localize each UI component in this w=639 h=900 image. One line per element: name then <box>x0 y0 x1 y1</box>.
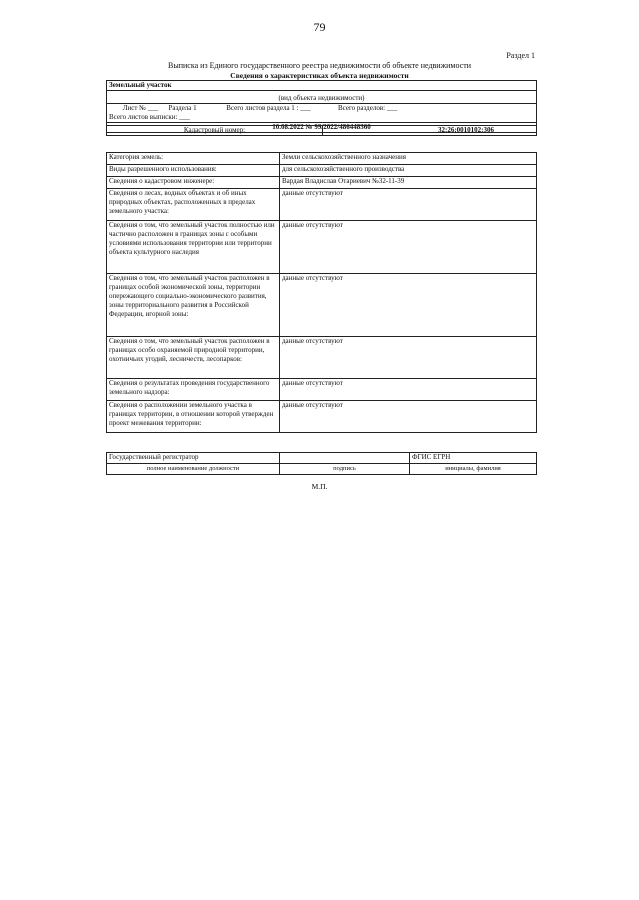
characteristics-table <box>106 152 537 433</box>
total-extract-sheets: Всего листов выписки: ___ <box>109 113 190 121</box>
table-row <box>107 165 537 177</box>
row-label: Сведения о кадастровом инженере: <box>107 177 280 189</box>
row-value: данные отсутствуют <box>280 379 537 401</box>
table-row <box>107 401 537 433</box>
page-number: 79 <box>313 20 326 34</box>
table-row <box>107 274 537 337</box>
cadastral-table <box>106 125 537 136</box>
row-value: данные отсутствуют <box>280 189 537 221</box>
caption-signature: подпись <box>280 464 410 475</box>
document-subtitle: Сведения о характеристиках объекта недвижимости <box>230 71 409 80</box>
row-label: Сведения о том, что земельный участок полностью или частично расположен в границах зоны с особыми условиями использования территории или территории объекта культурного наследия <box>107 221 280 274</box>
stamp-label: М.П. <box>311 482 328 491</box>
row-value: Земли сельскохозяйственного назначения <box>280 153 537 165</box>
date-and-number: 10.08.2022 № 99/2022/486448360 <box>107 123 537 133</box>
object-kind-caption: (вид объекта недвижимости) <box>107 91 537 104</box>
section-number: Раздела 1 <box>168 104 197 112</box>
sheet-info-row <box>107 104 537 123</box>
table-row <box>107 379 537 401</box>
row-value: данные отсутствуют <box>280 337 537 379</box>
section-label: Раздел 1 <box>506 51 535 60</box>
sheet-number: Лист № ___ <box>122 104 159 112</box>
row-label: Сведения о том, что земельный участок расположен в границах особо охраняемой природной территории, охотничьих угодий, лесничеств, лесопарков: <box>107 337 280 379</box>
table-row <box>107 153 537 165</box>
table-row <box>107 189 537 221</box>
cadastral-label: Кадастровый номер: <box>107 126 323 136</box>
row-value: для сельскохозяйственного производства <box>280 165 537 177</box>
row-label: Сведения о результатах проведения государственного земельного надзора: <box>107 379 280 401</box>
row-label: Сведения о лесах, водных объектах и об иных природных объектах, расположенных в пределах земельного участка: <box>107 189 280 221</box>
document-title: Выписка из Единого государственного реестра недвижимости об объекте недвижимости <box>168 61 471 70</box>
row-label: Категория земель: <box>107 153 280 165</box>
signature-field <box>280 453 410 464</box>
caption-name: инициалы, фамилия <box>410 464 537 475</box>
row-label: Сведения о том, что земельный участок расположен в границах особой экономической зоны, территории опережающего социально-экономического развития, зоны территориального развития в Российской Федерации, игорной зоны: <box>107 274 280 337</box>
registrar-org: ФГИС ЕГРН <box>410 453 537 464</box>
table-row <box>107 337 537 379</box>
row-value: Вардая Владислав Отариевич №32-11-39 <box>280 177 537 189</box>
row-value: данные отсутствуют <box>280 401 537 433</box>
caption-position: полное наименование должности <box>107 464 280 475</box>
total-section-sheets: Всего листов раздела 1 : ___ <box>226 104 311 112</box>
table-row <box>107 221 537 274</box>
cadastral-number: 32:26:0010102:306 <box>323 126 537 136</box>
row-label: Виды разрешенного использования: <box>107 165 280 177</box>
table-row <box>107 177 537 189</box>
row-value: данные отсутствуют <box>280 221 537 274</box>
object-type: Земельный участок <box>107 81 537 91</box>
row-label: Сведения о расположении земельного участка в границах территории, в отношении которой утвержден проект межевания территории: <box>107 401 280 433</box>
row-value: данные отсутствуют <box>280 274 537 337</box>
signature-table <box>106 452 537 475</box>
total-sections: Всего разделов: ___ <box>338 104 398 112</box>
registrar-position: Государственный регистратор <box>107 453 280 464</box>
